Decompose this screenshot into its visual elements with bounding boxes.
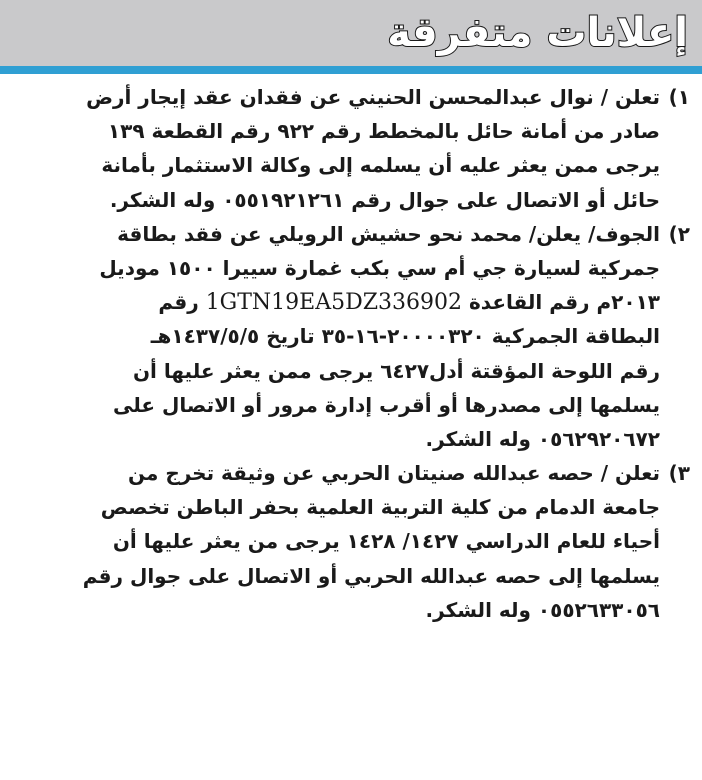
ad-line: ٠٥٥٢٦٣٣٠٥٦ وله الشكر. [425,597,660,622]
ad-line: صادر من أمانة حائل بالمخطط رقم ٩٢٢ رقم القطعة ١٣٩ [107,119,660,144]
ad-line: حائل أو الاتصال على جوال رقم ٠٥٥١٩٢١٢٦١ وله الشكر. [109,187,660,212]
section-title: إعلانات متفرقة [387,10,688,56]
ad-line [10,80,690,114]
ad-item-1 [10,80,690,217]
section-header [0,0,702,66]
vin-number: 1GTN19EA5DZ336902 [205,290,463,316]
header-divider [0,66,702,74]
ad-number: ٢) [668,221,690,246]
ad-line [10,456,690,490]
ad-number: ١) [668,85,690,109]
ad-line: أحياء للعام الدراسي ١٤٢٧/ ١٤٢٨ يرجى من يعثر عليها أن [112,529,660,554]
ad-item-2 [10,217,690,456]
ad-line [10,285,690,319]
ad-line: ٠٥٦٢٩٢٠٦٧٢ وله الشكر. [425,426,660,451]
ad-text: تعلن / نوال عبدالمحسن الحنيني عن فقدان عقد إيجار أرض [86,85,660,109]
ad-line [10,217,690,251]
ad-line: يسلمها إلى مصدرها أو أقرب إدارة مرور أو الاتصال على [113,392,660,417]
ad-number: ٣) [668,461,690,486]
ad-line: البطاقة الجمركية ٢٠٠٠٠٣٢٠-١٦-٣٥ تاريخ ١٤٣٧/٥/٥هـ [150,324,660,349]
ad-text: تعلن / حصه عبدالله صنيتان الحربي عن وثيقة تخرج من [127,461,660,486]
ad-line: جمركية لسيارة جي أم سي بكب غمارة سييرا ١٥٠٠ موديل [99,255,660,280]
ad-text: رقم [158,290,199,315]
ad-line: يسلمها إلى حصه عبدالله الحربي أو الاتصال على جوال رقم [82,563,660,588]
ad-text: ٢٠١٣م رقم القاعدة [469,290,660,315]
ad-text: الجوف/ يعلن/ محمد نحو حشيش الرويلي عن فقد بطاقة [117,221,660,246]
ads-list [10,80,690,627]
ad-item-3 [10,456,690,627]
ad-line: جامعة الدمام من كلية التربية العلمية بحفر الباطن تخصص [100,495,660,520]
ad-line: يرجى ممن يعثر عليه أن يسلمه إلى وكالة الاستثمار بأمانة [101,153,660,178]
ad-line: رقم اللوحة المؤقتة أدل٦٤٢٧ يرجى ممن يعثر عليها أن [132,358,660,383]
